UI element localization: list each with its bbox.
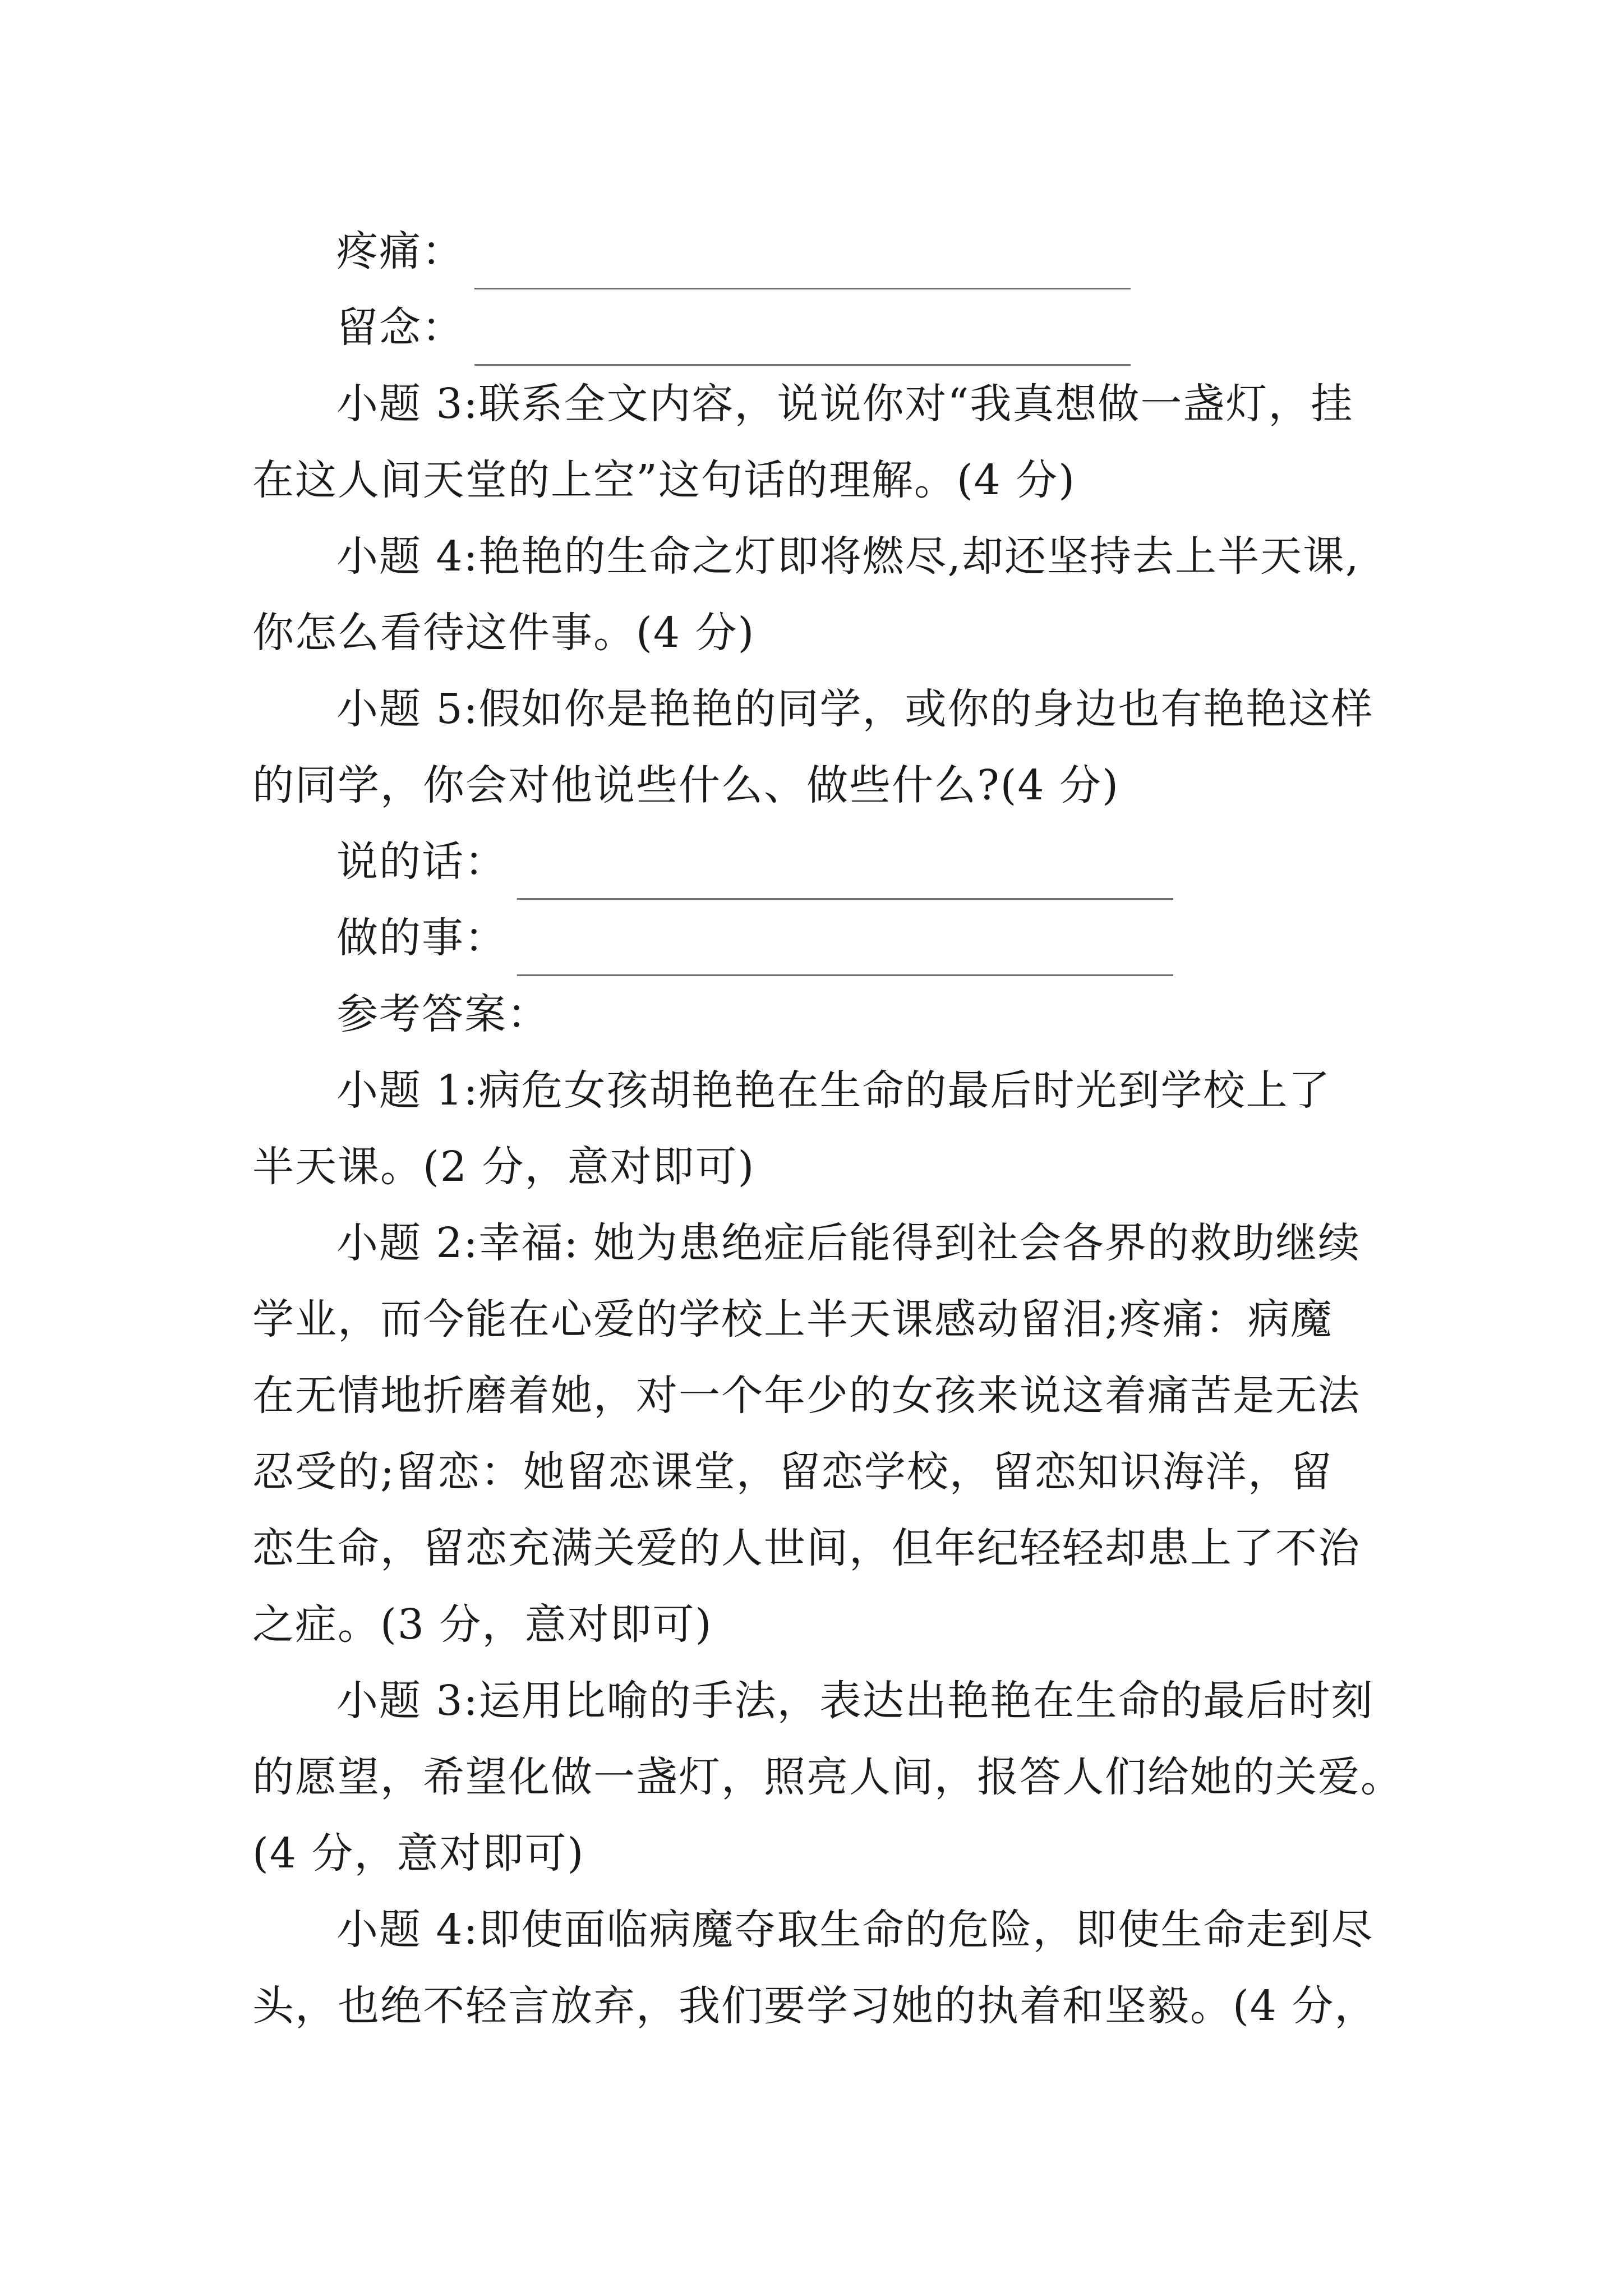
answer-3-line-1: 小题 3:运用比喻的手法，表达出艳艳在生命的最后时刻 xyxy=(336,1677,1374,1725)
pain-label: 疼痛： xyxy=(336,227,464,275)
words-label: 说的话： xyxy=(336,838,507,886)
answer-2-line-4: 忍受的;留恋：她留恋课堂，留恋学校，留恋知识海洋，留 xyxy=(252,1448,1333,1496)
memory-answer-blank[interactable] xyxy=(474,310,1131,366)
answer-2-line-2: 学业，而今能在心爱的学校上半天课感动留泪;疼痛：病魔 xyxy=(252,1295,1333,1343)
question-5-line-2: 的同学，你会对他说些什么、做些什么?(4 分) xyxy=(252,761,1120,809)
answer-4-line-2: 头，也绝不轻言放弃，我们要学习她的执着和坚毅。(4 分， xyxy=(252,1982,1377,2030)
answer-2-line-5: 恋生命，留恋充满关爱的人世间，但年纪轻轻却患上了不治 xyxy=(252,1524,1361,1572)
memory-label: 留念： xyxy=(336,303,464,352)
answer-key-heading: 参考答案： xyxy=(336,990,550,1038)
question-3-line-2: 在这人间天堂的上空”这句话的理解。(4 分) xyxy=(252,456,1076,504)
answer-4-line-1: 小题 4:即使面临病魔夺取生命的危险，即使生命走到尽 xyxy=(336,1906,1374,1954)
answer-3-line-3: (4 分，意对即可) xyxy=(252,1829,585,1878)
deeds-answer-blank[interactable] xyxy=(517,921,1173,976)
answer-2-line-3: 在无情地折磨着她，对一个年少的女孩来说这着痛苦是无法 xyxy=(252,1372,1361,1420)
pain-field-line xyxy=(252,213,1380,289)
deeds-label: 做的事： xyxy=(336,914,507,962)
words-answer-blank[interactable] xyxy=(517,844,1173,900)
text-column xyxy=(252,213,1403,2044)
answer-2-line-6: 之症。(3 分，意对即可) xyxy=(252,1600,713,1649)
memory-field-line xyxy=(252,289,1380,366)
question-3-line-1: 小题 3:联系全文内容，说说你对“我真想做一盏灯，挂 xyxy=(336,380,1354,428)
answer-1-line-1: 小题 1:病危女孩胡艳艳在生命的最后时光到学校上了 xyxy=(336,1066,1331,1115)
pain-answer-blank[interactable] xyxy=(474,234,1131,289)
question-4-line-1: 小题 4:艳艳的生命之灯即将燃尽,却还坚持去上半天课, xyxy=(336,532,1360,581)
question-4-line-2: 你怎么看待这件事。(4 分) xyxy=(252,609,755,657)
words-field-line xyxy=(252,823,1380,900)
answer-3-line-2: 的愿望，希望化做一盏灯，照亮人间，报答人们给她的关爱。 xyxy=(252,1753,1403,1801)
deeds-field-line xyxy=(252,900,1380,976)
question-5-line-1: 小题 5:假如你是艳艳的同学，或你的身边也有艳艳这样 xyxy=(336,685,1374,733)
answer-2-line-1: 小题 2:幸福: 她为患绝症后能得到社会各界的救助继续 xyxy=(336,1219,1361,1267)
answer-1-line-2: 半天课。(2 分，意对即可) xyxy=(252,1143,755,1191)
